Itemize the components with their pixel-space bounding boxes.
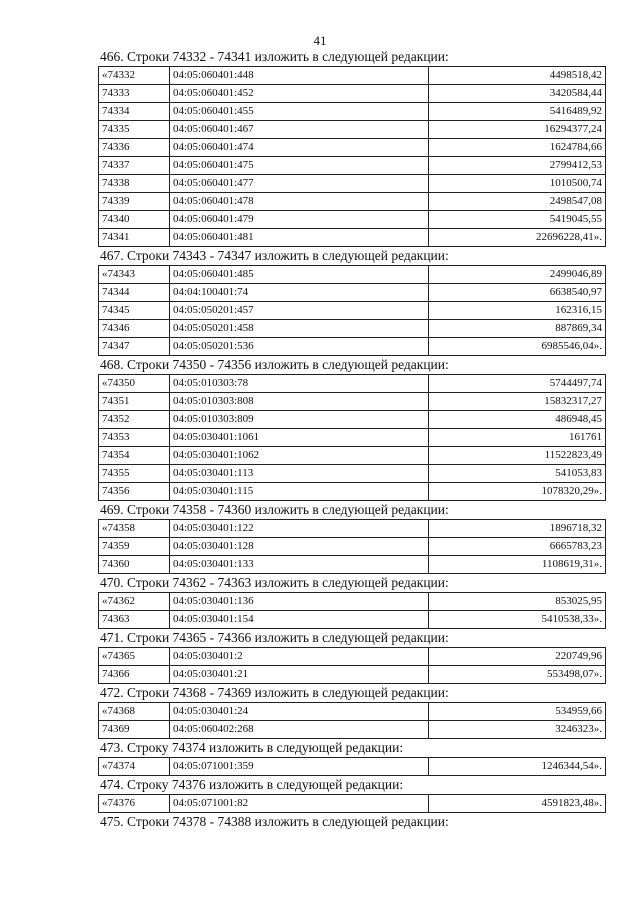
row-number-cell: 74347	[99, 338, 170, 356]
value-cell: 2498547,08	[429, 193, 606, 211]
cadastral-number-cell: 04:05:050201:536	[170, 338, 429, 356]
row-number-cell: 74369	[99, 721, 170, 739]
cadastral-number-cell: 04:05:030401:122	[170, 520, 429, 538]
row-number-cell: 74351	[99, 393, 170, 411]
value-cell: 887869,34	[429, 320, 606, 338]
amendment-table	[98, 374, 606, 501]
value-cell: 1896718,32	[429, 520, 606, 538]
cadastral-number-cell: 04:05:060401:448	[170, 67, 429, 85]
cadastral-number-cell: 04:05:050201:457	[170, 302, 429, 320]
cadastral-number-cell: 04:05:060401:477	[170, 175, 429, 193]
row-number-cell: 74363	[99, 611, 170, 629]
table-row	[99, 666, 606, 684]
row-number-cell: «74350	[99, 375, 170, 393]
value-cell: 4498518,42	[429, 67, 606, 85]
table-row	[99, 157, 606, 175]
value-cell: 486948,45	[429, 411, 606, 429]
row-number-cell: 74360	[99, 556, 170, 574]
value-cell: 534959,66	[429, 703, 606, 721]
value-cell: 2799412,53	[429, 157, 606, 175]
value-cell: 16294377,24	[429, 121, 606, 139]
row-number-cell: 74339	[99, 193, 170, 211]
table-row	[99, 429, 606, 447]
table-row	[99, 320, 606, 338]
value-cell: 220749,96	[429, 648, 606, 666]
table-row	[99, 338, 606, 356]
row-number-cell: «74365	[99, 648, 170, 666]
table-row	[99, 483, 606, 501]
row-number-cell: 74335	[99, 121, 170, 139]
cadastral-number-cell: 04:05:030401:2	[170, 648, 429, 666]
amendment-table	[98, 66, 606, 247]
document-body	[98, 48, 606, 831]
cadastral-number-cell: 04:05:010303:809	[170, 411, 429, 429]
table-row	[99, 393, 606, 411]
amendment-section	[98, 739, 606, 776]
cadastral-number-cell: 04:05:071001:82	[170, 795, 429, 813]
row-number-cell: 74336	[99, 139, 170, 157]
row-number-cell: 74333	[99, 85, 170, 103]
amendment-table	[98, 757, 606, 776]
amendment-section	[98, 501, 606, 574]
row-number-cell: 74353	[99, 429, 170, 447]
row-number-cell: «74358	[99, 520, 170, 538]
value-cell: 6638540,97	[429, 284, 606, 302]
amendment-section	[98, 813, 606, 831]
table-row	[99, 721, 606, 739]
value-cell: 3246323».	[429, 721, 606, 739]
cadastral-number-cell: 04:05:030401:1061	[170, 429, 429, 447]
value-cell: 6985546,04».	[429, 338, 606, 356]
table-row	[99, 758, 606, 776]
amendment-table	[98, 702, 606, 739]
table-row	[99, 229, 606, 247]
amendment-section	[98, 684, 606, 739]
row-number-cell: 74338	[99, 175, 170, 193]
table-row	[99, 139, 606, 157]
cadastral-number-cell: 04:05:030401:113	[170, 465, 429, 483]
table-row	[99, 538, 606, 556]
cadastral-number-cell: 04:05:060401:475	[170, 157, 429, 175]
table-row	[99, 266, 606, 284]
value-cell: 1078320,29».	[429, 483, 606, 501]
value-cell: 2499046,89	[429, 266, 606, 284]
table-row	[99, 121, 606, 139]
cadastral-number-cell: 04:05:050201:458	[170, 320, 429, 338]
value-cell: 161761	[429, 429, 606, 447]
row-number-cell: «74362	[99, 593, 170, 611]
value-cell: 5410538,33».	[429, 611, 606, 629]
amendment-heading: 474. Строку 74376 изложить в следующей редакции:	[100, 777, 404, 792]
cadastral-number-cell: 04:05:060401:479	[170, 211, 429, 229]
table-row	[99, 175, 606, 193]
table-row	[99, 556, 606, 574]
row-number-cell: 74340	[99, 211, 170, 229]
value-cell: 6665783,23	[429, 538, 606, 556]
amendment-heading: 466. Строки 74332 - 74341 изложить в следующей редакции:	[100, 49, 449, 64]
amendment-heading: 469. Строки 74358 - 74360 изложить в следующей редакции:	[100, 502, 449, 517]
row-number-cell: 74366	[99, 666, 170, 684]
row-number-cell: 74354	[99, 447, 170, 465]
table-row	[99, 302, 606, 320]
cadastral-number-cell: 04:05:060401:485	[170, 266, 429, 284]
row-number-cell: 74352	[99, 411, 170, 429]
row-number-cell: 74334	[99, 103, 170, 121]
row-number-cell: 74356	[99, 483, 170, 501]
cadastral-number-cell: 04:05:030401:154	[170, 611, 429, 629]
amendment-section	[98, 247, 606, 356]
cadastral-number-cell: 04:05:030401:1062	[170, 447, 429, 465]
value-cell: 1010500,74	[429, 175, 606, 193]
value-cell: 11522823,49	[429, 447, 606, 465]
table-row	[99, 795, 606, 813]
value-cell: 5744497,74	[429, 375, 606, 393]
table-row	[99, 593, 606, 611]
row-number-cell: 74337	[99, 157, 170, 175]
value-cell: 1624784,66	[429, 139, 606, 157]
cadastral-number-cell: 04:05:060401:481	[170, 229, 429, 247]
row-number-cell: 74355	[99, 465, 170, 483]
value-cell: 1108619,31».	[429, 556, 606, 574]
table-row	[99, 447, 606, 465]
row-number-cell: «74332	[99, 67, 170, 85]
amendment-heading: 472. Строки 74368 - 74369 изложить в следующей редакции:	[100, 685, 449, 700]
row-number-cell: «74368	[99, 703, 170, 721]
table-row	[99, 193, 606, 211]
table-row	[99, 648, 606, 666]
page-number: 41	[313, 33, 327, 48]
table-row	[99, 411, 606, 429]
cadastral-number-cell: 04:05:060401:467	[170, 121, 429, 139]
amendment-table	[98, 592, 606, 629]
cadastral-number-cell: 04:05:030401:21	[170, 666, 429, 684]
value-cell: 22696228,41».	[429, 229, 606, 247]
table-row	[99, 520, 606, 538]
amendment-table	[98, 647, 606, 684]
row-number-cell: «74374	[99, 758, 170, 776]
cadastral-number-cell: 04:05:030401:133	[170, 556, 429, 574]
value-cell: 5416489,92	[429, 103, 606, 121]
amendment-section	[98, 629, 606, 684]
amendment-section	[98, 776, 606, 813]
value-cell: 15832317,27	[429, 393, 606, 411]
value-cell: 4591823,48».	[429, 795, 606, 813]
row-number-cell: 74341	[99, 229, 170, 247]
cadastral-number-cell: 04:05:030401:128	[170, 538, 429, 556]
table-row	[99, 375, 606, 393]
cadastral-number-cell: 04:05:030401:136	[170, 593, 429, 611]
table-row	[99, 211, 606, 229]
table-row	[99, 284, 606, 302]
cadastral-number-cell: 04:05:060401:478	[170, 193, 429, 211]
amendment-heading: 470. Строки 74362 - 74363 изложить в следующей редакции:	[100, 575, 449, 590]
value-cell: 541053,83	[429, 465, 606, 483]
cadastral-number-cell: 04:05:060401:455	[170, 103, 429, 121]
amendment-heading: 471. Строки 74365 - 74366 изложить в следующей редакции:	[100, 630, 449, 645]
cadastral-number-cell: 04:05:060401:474	[170, 139, 429, 157]
amendment-section	[98, 356, 606, 501]
table-row	[99, 103, 606, 121]
table-row	[99, 67, 606, 85]
row-number-cell: 74344	[99, 284, 170, 302]
value-cell: 853025,95	[429, 593, 606, 611]
value-cell: 553498,07».	[429, 666, 606, 684]
table-row	[99, 85, 606, 103]
amendment-heading: 473. Строку 74374 изложить в следующей редакции:	[100, 740, 404, 755]
table-row	[99, 611, 606, 629]
row-number-cell: 74359	[99, 538, 170, 556]
cadastral-number-cell: 04:05:060401:452	[170, 85, 429, 103]
table-row	[99, 703, 606, 721]
cadastral-number-cell: 04:05:030401:24	[170, 703, 429, 721]
row-number-cell: «74376	[99, 795, 170, 813]
amendment-heading: 468. Строки 74350 - 74356 изложить в следующей редакции:	[100, 357, 449, 372]
cadastral-number-cell: 04:05:060402:268	[170, 721, 429, 739]
cadastral-number-cell: 04:05:071001:359	[170, 758, 429, 776]
amendment-heading: 475. Строки 74378 - 74388 изложить в следующей редакции:	[100, 814, 449, 829]
amendment-table	[98, 519, 606, 574]
amendment-heading: 467. Строки 74343 - 74347 изложить в следующей редакции:	[100, 248, 449, 263]
cadastral-number-cell: 04:05:030401:115	[170, 483, 429, 501]
value-cell: 5419045,55	[429, 211, 606, 229]
amendment-section	[98, 48, 606, 247]
table-row	[99, 465, 606, 483]
value-cell: 1246344,54».	[429, 758, 606, 776]
row-number-cell: 74346	[99, 320, 170, 338]
cadastral-number-cell: 04:05:010303:78	[170, 375, 429, 393]
amendment-table	[98, 794, 606, 813]
cadastral-number-cell: 04:05:010303:808	[170, 393, 429, 411]
cadastral-number-cell: 04:04:100401:74	[170, 284, 429, 302]
amendment-table	[98, 265, 606, 356]
row-number-cell: 74345	[99, 302, 170, 320]
row-number-cell: «74343	[99, 266, 170, 284]
value-cell: 3420584,44	[429, 85, 606, 103]
value-cell: 162316,15	[429, 302, 606, 320]
amendment-section	[98, 574, 606, 629]
